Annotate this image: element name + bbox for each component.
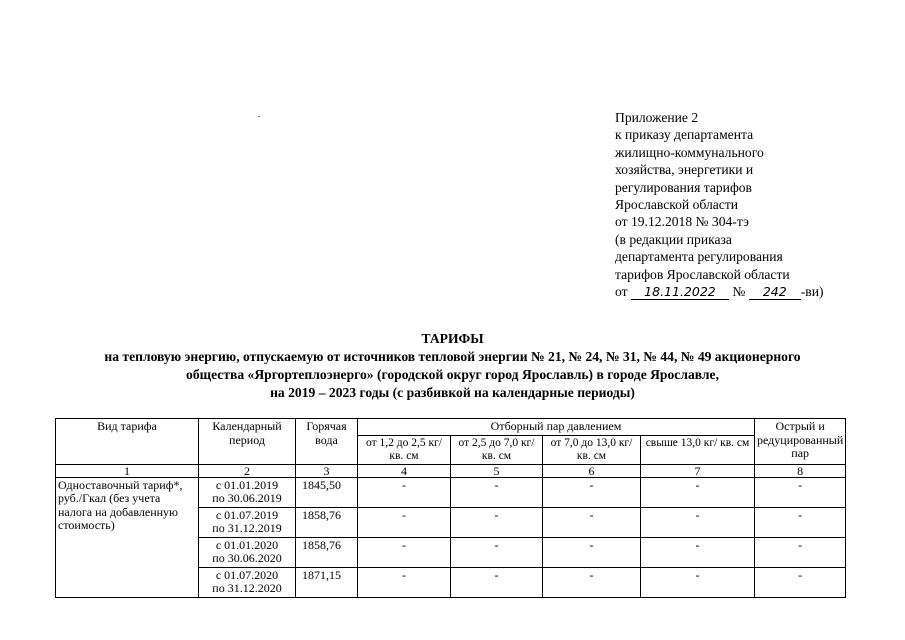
annex-last-prefix: от (615, 284, 628, 300)
column-number: 7 (641, 464, 755, 477)
empty-value: - (451, 477, 543, 507)
column-number-row (56, 464, 846, 477)
tariff-type-cell: Одноставочный тариф*, руб./Гкал (без учета налога на добавленную стоимость) (56, 477, 199, 597)
period-from: с 01.07.2020 (215, 567, 279, 582)
empty-value: - (543, 537, 641, 567)
table-header-row (56, 419, 846, 436)
period-to: по 31.12.2020 (212, 581, 282, 595)
empty-value: - (641, 567, 755, 597)
empty-value: - (641, 477, 755, 507)
annex-line: (в редакции приказа (615, 231, 732, 247)
empty-value: - (755, 567, 846, 597)
document-heading (0, 330, 905, 402)
period-to: по 30.06.2020 (212, 551, 282, 565)
empty-value: - (451, 537, 543, 567)
annex-last-line (615, 283, 895, 300)
annex-line: Приложение 2 (615, 110, 699, 125)
annex-block (615, 109, 895, 300)
header-period: Календарный период (199, 419, 296, 465)
table-row (56, 477, 846, 507)
header-steam-4: свыше 13,0 кг/ кв. см (641, 435, 755, 464)
column-number: 3 (296, 464, 358, 477)
empty-value: - (543, 567, 641, 597)
annex-line: от 19.12.2018 № 304-тэ (615, 214, 749, 230)
heading-line-1: на тепловую энергию, отпускаемую от источников тепловой энергии № 21, № 24, № 31, № 44, № 49 акционерного (104, 349, 801, 364)
empty-value: - (755, 477, 846, 507)
empty-value: - (358, 537, 451, 567)
hot-water-value: 1858,76 (296, 507, 358, 537)
period-from: с 01.01.2019 (215, 477, 279, 492)
annex-line: тарифов Ярославской области (615, 266, 790, 282)
annex-line: жилищно-коммунального (615, 144, 764, 160)
scan-speck (258, 116, 260, 117)
hot-water-value: 1858,76 (296, 537, 358, 567)
annex-line: Ярославской области (615, 197, 739, 213)
period-cell (199, 477, 296, 507)
period-from: с 01.07.2019 (215, 507, 279, 522)
empty-value: - (358, 567, 451, 597)
handwritten-date: 18.11.2022 (631, 285, 729, 300)
empty-value: - (641, 507, 755, 537)
annex-line: хозяйства, энергетики и (615, 162, 754, 178)
annex-line: к приказу департамента (615, 127, 754, 143)
header-tariff-type: Вид тарифа (56, 419, 199, 465)
period-to: по 31.12.2019 (212, 521, 282, 535)
period-cell (199, 567, 296, 597)
column-number: 8 (755, 464, 846, 477)
header-steam-1: от 1,2 до 2,5 кг/ кв. см (358, 435, 451, 464)
empty-value: - (358, 477, 451, 507)
empty-value: - (755, 537, 846, 567)
column-number: 6 (543, 464, 641, 477)
period-from: с 01.01.2020 (215, 537, 279, 552)
tariff-table (55, 418, 846, 598)
document-title: ТАРИФЫ (421, 331, 484, 346)
empty-value: - (358, 507, 451, 537)
annex-line: регулирования тарифов (615, 179, 752, 195)
empty-value: - (543, 507, 641, 537)
header-steam-group: Отборный пар давлением (358, 419, 755, 436)
heading-line-3: на 2019 – 2023 годы (с разбивкой на календарные периоды) (270, 385, 635, 400)
column-number: 1 (56, 464, 199, 477)
hot-water-value: 1871,15 (296, 567, 358, 597)
annex-last-suffix: -ви) (800, 284, 824, 300)
empty-value: - (543, 477, 641, 507)
header-hot-water: Горячая вода (296, 419, 358, 465)
header-sharp-steam: Острый и редуцированный пар (755, 419, 846, 465)
column-number: 5 (451, 464, 543, 477)
period-to: по 30.06.2019 (212, 491, 282, 505)
header-steam-2: от 2,5 до 7,0 кг/ кв. см (451, 435, 543, 464)
empty-value: - (451, 567, 543, 597)
empty-value: - (641, 537, 755, 567)
period-cell (199, 537, 296, 567)
period-cell (199, 507, 296, 537)
column-number: 4 (358, 464, 451, 477)
empty-value: - (755, 507, 846, 537)
column-number: 2 (199, 464, 296, 477)
handwritten-number: 242 (749, 285, 801, 300)
hot-water-value: 1845,50 (296, 477, 358, 507)
empty-value: - (451, 507, 543, 537)
number-sign: № (732, 284, 746, 300)
heading-line-2: общества «Яргортеплоэнерго» (городской округ город Ярославль) в городе Ярославле, (186, 367, 719, 382)
annex-line: департамента регулирования (615, 249, 783, 265)
header-steam-3: от 7,0 до 13,0 кг/ кв. см (543, 435, 641, 464)
